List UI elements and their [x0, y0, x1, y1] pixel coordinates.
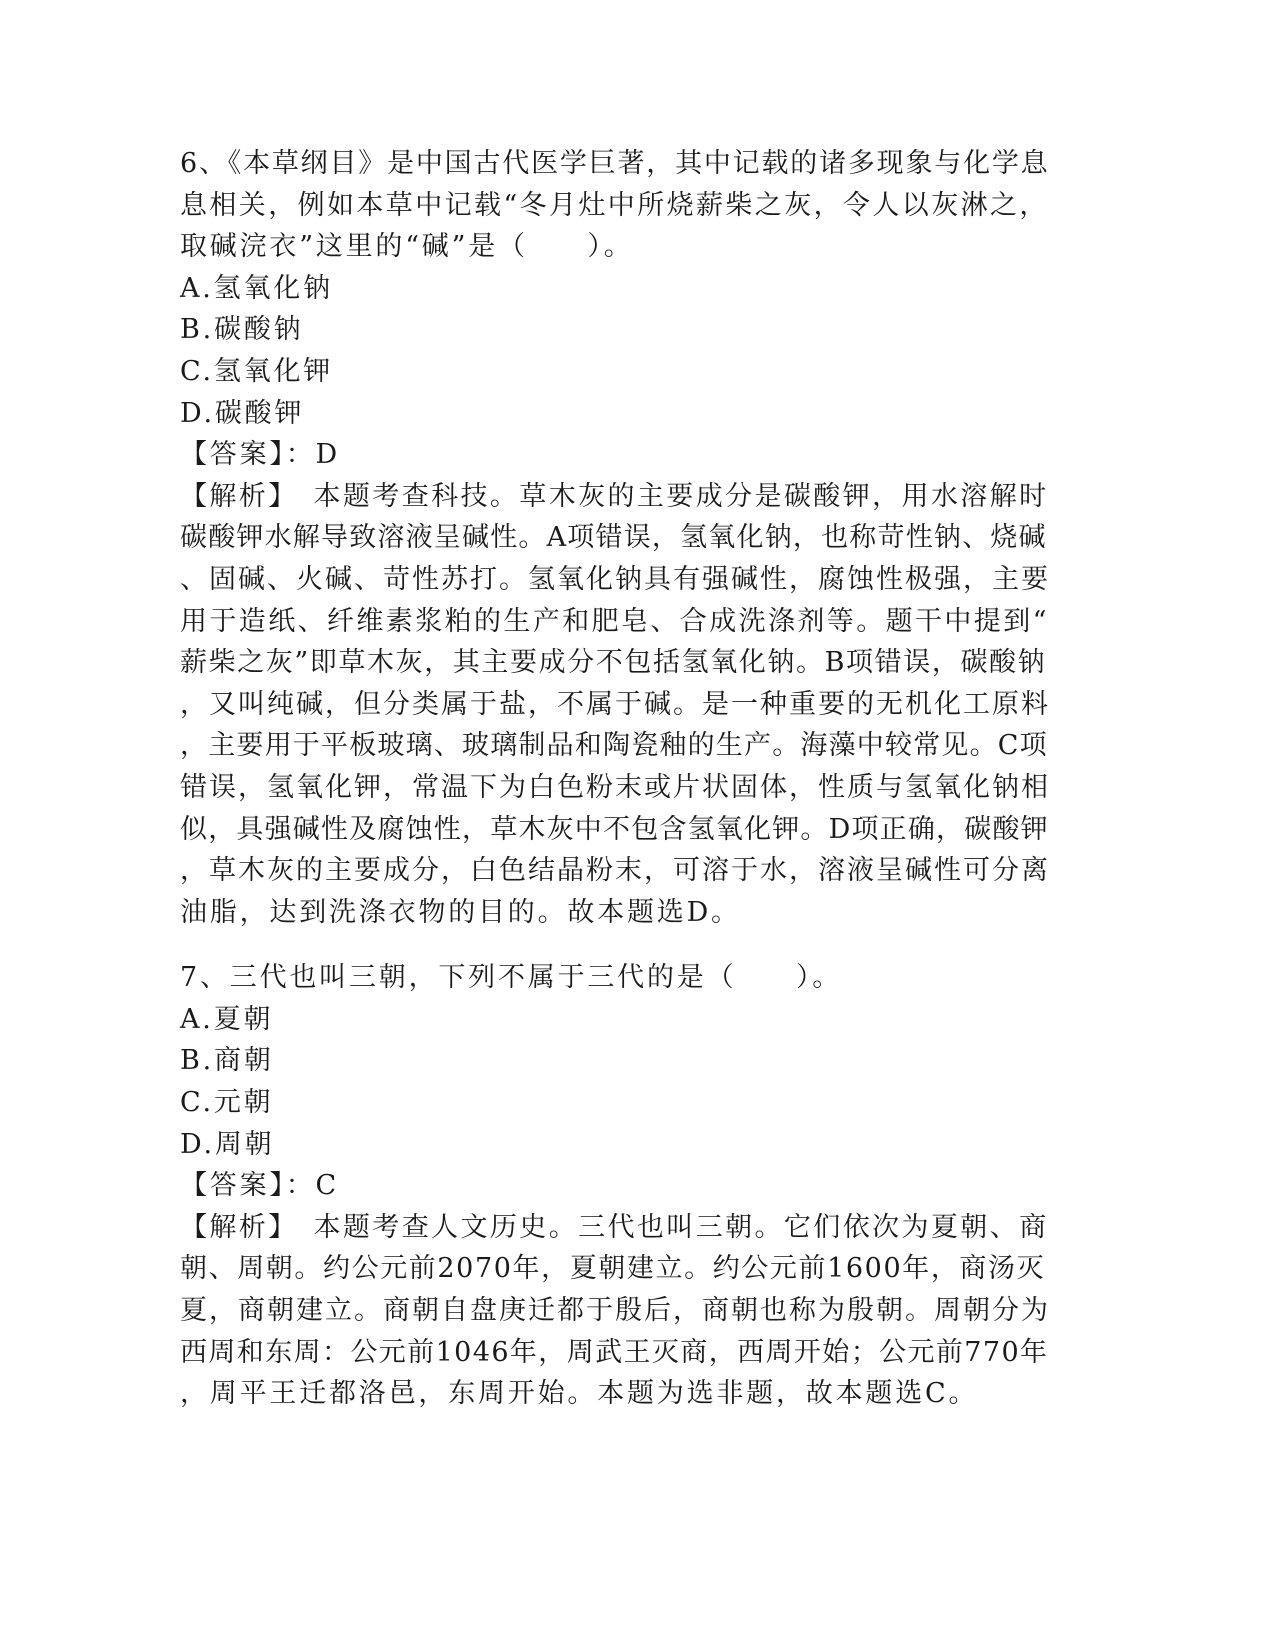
analysis-line: 【解析】 本题考查科技。草木灰的主要成分是碳酸钾，用水溶解时 [180, 480, 1049, 512]
analysis-line: ，主要用于平板玻璃、玻璃制品和陶瓷釉的生产。海藻中较常见。C项 [180, 730, 1048, 762]
analysis-line: ，周平王迁都洛邑，东周开始。本题为选非题，故本题选C。 [180, 1378, 979, 1410]
option-d: D.周朝 [180, 1128, 275, 1160]
analysis-line: 油脂，达到洗涤衣物的目的。故本题选D。 [180, 896, 741, 928]
option-c: C.元朝 [180, 1087, 274, 1119]
answer-line: 【答案】：C [180, 1170, 339, 1202]
option-b: B.碳酸钠 [180, 314, 304, 346]
question-stem-line: 息相关，例如本草中记载“冬月灶中所烧薪柴之灰，令人以灰淋之， [180, 189, 1049, 221]
analysis-line: 朝、周朝。约公元前2070年，夏朝建立。约公元前1600年，商汤灭 [180, 1253, 1046, 1285]
question-stem-line: 7、三代也叫三朝，下列不属于三代的是（ ）。 [180, 962, 843, 994]
analysis-line: 西周和东周：公元前1046年，周武王灭商，西周开始；公元前770年 [180, 1336, 1049, 1368]
analysis-line: ，又叫纯碱，但分类属于盐，不属于碱。是一种重要的无机化工原料 [180, 688, 1050, 720]
answer-line: 【答案】：D [180, 439, 340, 471]
question-block [180, 957, 1050, 1415]
analysis-line: ，草木灰的主要成分，白色结晶粉末，可溶于水，溶液呈碱性可分离 [180, 855, 1050, 887]
analysis-line: 错误，氢氧化钾，常温下为白色粉末或片状固体，性质与氢氧化钠相 [180, 771, 1050, 803]
option-d: D.碳酸钾 [180, 397, 305, 429]
question-stem-line: 取碱浣衣”这里的“碱”是（ ）。 [180, 231, 634, 263]
analysis-line: 用于造纸、纤维素浆粕的生产和肥皂、合成洗涤剂等。题干中提到“ [180, 605, 1049, 637]
question-block [180, 143, 1050, 933]
option-a: A.夏朝 [180, 1003, 274, 1035]
option-c: C.氢氧化钾 [180, 355, 334, 387]
option-a: A.氢氧化钠 [180, 272, 333, 304]
option-b: B.商朝 [180, 1045, 274, 1077]
question-spacer [180, 933, 1050, 957]
document-page [180, 143, 1050, 1415]
analysis-line: 碳酸钾水解导致溶液呈碱性。A项错误，氢氧化钠，也称苛性钠、烧碱 [180, 522, 1047, 554]
analysis-line: 似，具强碱性及腐蚀性，草木灰中不包含氢氧化钾。D项正确，碳酸钾 [180, 813, 1049, 845]
question-stem-line: 6、《本草纲目》是中国古代医学巨著，其中记载的诸多现象与化学息 [180, 148, 1050, 179]
analysis-line: 夏，商朝建立。商朝自盘庚迁都于殷后，商朝也称为殷朝。周朝分为 [180, 1295, 1050, 1327]
analysis-line: 、固碱、火碱、苛性苏打。氢氧化钠具有强碱性，腐蚀性极强，主要 [180, 563, 1050, 595]
analysis-line: 【解析】 本题考查人文历史。三代也叫三朝。它们依次为夏朝、商 [180, 1211, 1049, 1243]
analysis-line: 薪柴之灰”即草木灰，其主要成分不包括氢氧化钠。B项错误，碳酸钠 [180, 647, 1047, 679]
